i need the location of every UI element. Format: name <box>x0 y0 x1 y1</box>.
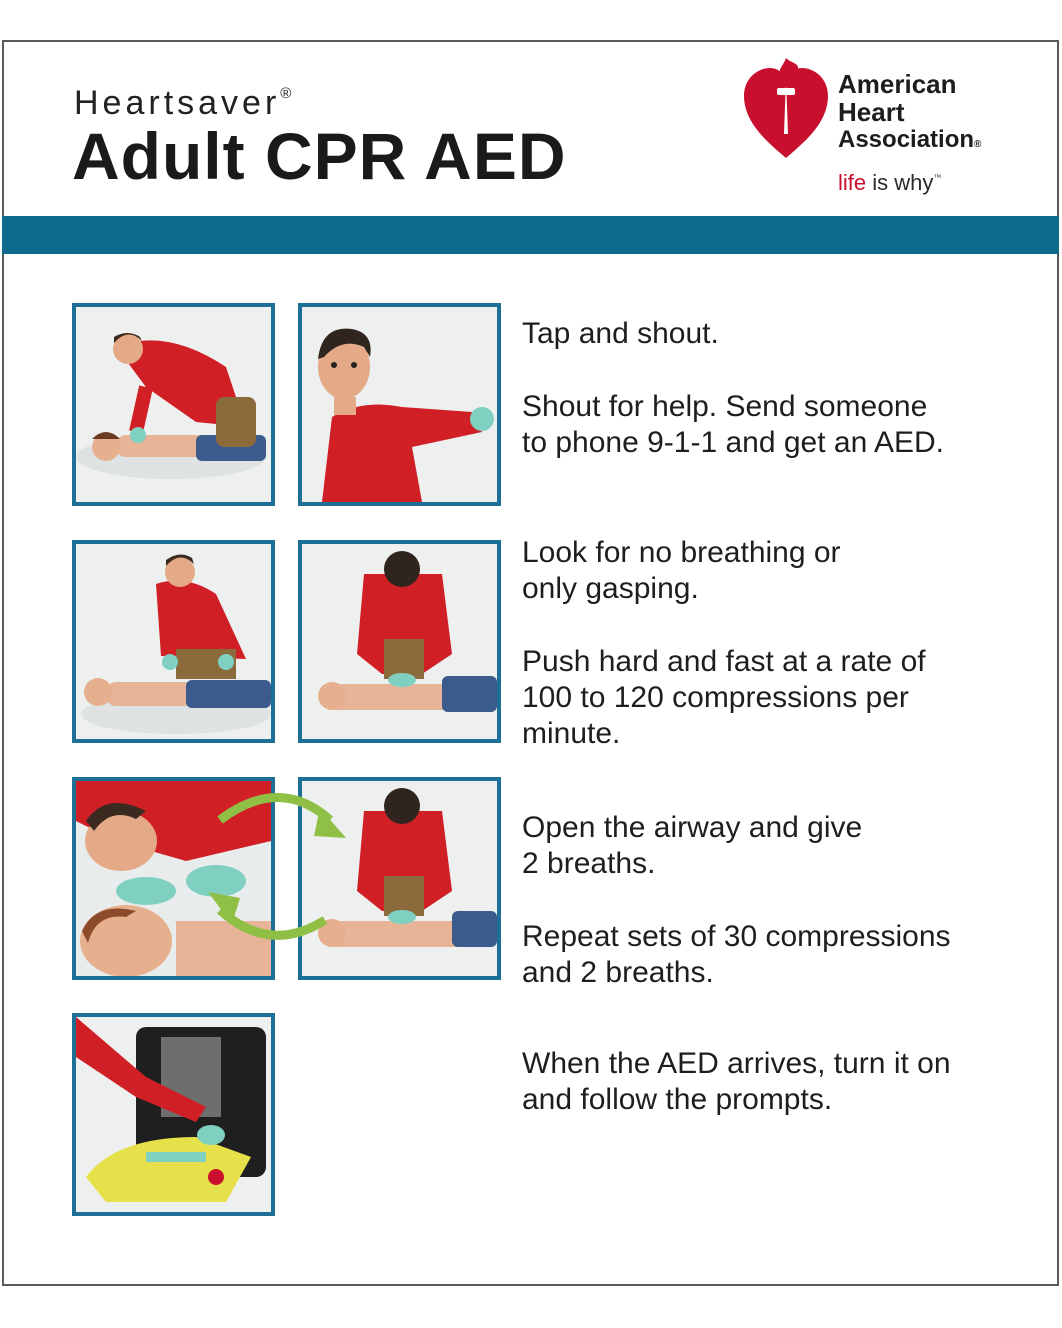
step-text: Shout for help. Send someone to phone 9-1-1 and get an AED. <box>522 390 944 459</box>
step-text: Repeat sets of 30 compressions and 2 breaths. <box>522 920 951 989</box>
tagline: life is why™ <box>838 170 942 195</box>
illustration-tap-victim <box>72 303 275 506</box>
step-text: Look for no breathing or only gasping. <box>522 536 841 605</box>
step-text: When the AED arrives, turn it on and follow the prompts. <box>522 1047 951 1116</box>
program-name: Heartsaver® <box>74 84 292 122</box>
org-name: American Heart Association® <box>838 69 982 153</box>
cycle-arrows-icon <box>180 780 370 950</box>
header-divider-band <box>2 216 1059 254</box>
heart-torch-icon <box>740 58 832 160</box>
illustration-shout-for-help <box>298 303 501 506</box>
illustration-check-breathing <box>72 540 275 743</box>
illustration-chest-compressions <box>298 540 501 743</box>
illustration-aed-device <box>72 1013 275 1216</box>
step-text: Tap and shout. <box>522 317 719 350</box>
page-title: Adult CPR AED <box>72 119 567 193</box>
step-text: Push hard and fast at a rate of 100 to 120 compressions per minute. <box>522 645 926 750</box>
step-text: Open the airway and give 2 breaths. <box>522 811 863 880</box>
